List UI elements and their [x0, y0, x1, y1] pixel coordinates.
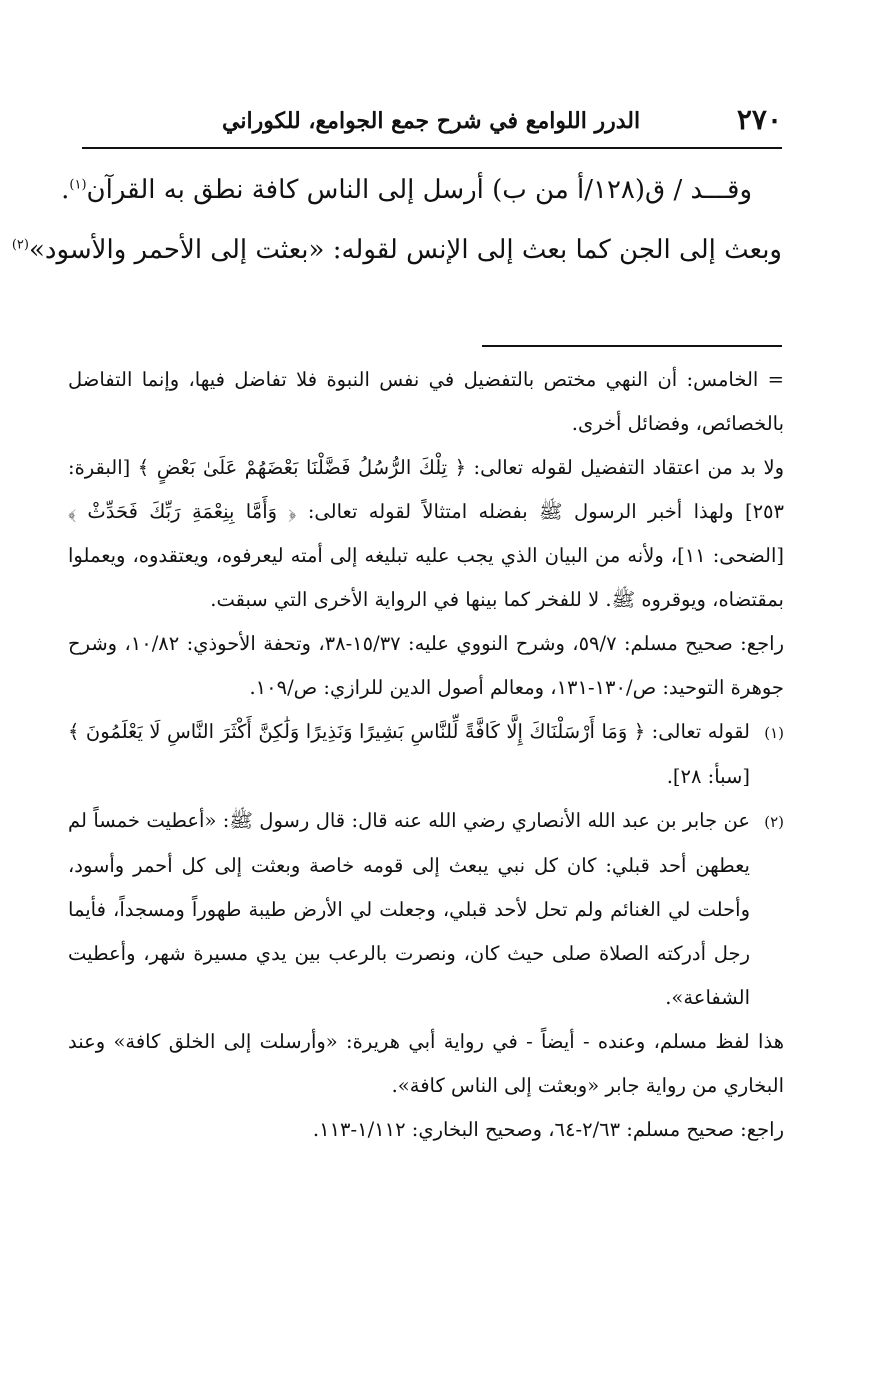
main-line-2-text: وبعث إلى الجن كما بعث إلى الإنس لقوله: «بعثت إلى الأحمر والأسود» [28, 235, 782, 265]
footnote-separator [482, 345, 782, 347]
footnote-continuation-1: = الخامس: أن النهي مختص بالتفضيل في نفس النبوة فلا تفاضل فيها، وإنما التفاضل بالخصائص، وفضائل أخرى. [68, 368, 784, 435]
main-line-1-end: . [61, 175, 70, 205]
footnote-1-mark: (١) [764, 724, 784, 742]
footnote-2-source: هذا لفظ مسلم، وعنده - أيضاً - في رواية أبي هريرة: «وأرسلت إلى الخلق كافة» وعند البخاري من رواية جابر «وبعثت إلى الناس كافة». [68, 1030, 784, 1097]
main-text [11, 160, 782, 280]
footnote-2-text: عن جابر بن عبد الله الأنصاري رضي الله عنه قال: قال رسول ﷺ: «أعطيت خمساً لم يعطهن أحد قبلي: كان كل نبي يبعث إلى قومه خاصة وبعثت إلى كل أحمر وأسود، وأحلت لي الغنائم ولم تحل لأحد قبلي، وجعلت لي الأرض طيبة طهوراً ومسجداً، فأيما رجل أدركته الصلاة صلى حيث كان، ونصرت بالرعب بين يدي مسيرة شهر، وأعطيت الشفاعة». [68, 809, 750, 1009]
main-line-2 [11, 220, 782, 280]
footnote-continuation-2: ولا بد من اعتقاد التفضيل لقوله تعالى: ﴿ تِلْكَ الرُّسُلُ فَضَّلْنَا بَعْضَهُمْ عَلَىٰ بَعْضٍ ﴾ [البقرة: ٢٥٣] ولهذا أخبر الرسول ﷺ بفضله امتثالاً لقوله تعالى: ﴿ وَأَمَّا بِنِعْمَةِ رَبِّكَ فَحَدِّثْ ﴾ [الضحى: ١١]، ولأنه من البيان الذي يجب عليه تبليغه إلى أمته ليعرفوه، ويعتقدوه، ويعملوا بمقتضاه، ويوقروه ﷺ. لا للفخر كما بينها في الرواية الأخرى التي سبقت. [68, 456, 784, 611]
page-number: ٢٧٠ [736, 103, 782, 136]
footnote-2-refs: راجع: صحيح مسلم: ٢/٦٣-٦٤، وصحيح البخاري: ١/١١٢-١١٣. [312, 1118, 784, 1141]
footnote-continuation-3: راجع: صحيح مسلم: ٥٩/٧، وشرح النووي عليه: ١٥/٣٧-٣٨، وتحفة الأحوذي: ١٠/٨٢، وشرح جوهرة التوحيد: ص/١٣٠-١٣١، ومعالم أصول الدين للرازي: ص/١٠٩. [68, 632, 784, 699]
main-line-1 [61, 160, 782, 220]
page-header [82, 100, 782, 144]
footnote-2 [68, 799, 784, 1020]
header-rule [82, 147, 782, 149]
footnote-2-mark: (٢) [764, 813, 784, 831]
main-line-1-text: وقـــد / ق(١٢٨/أ من ب) أرسل إلى الناس كافة نطق به القرآن [86, 175, 752, 205]
footnotes [68, 358, 784, 1152]
footnote-1 [68, 710, 784, 799]
footnote-1-text: لقوله تعالى: ﴿ وَمَا أَرْسَلْنَاكَ إِلَّا كَافَّةً لِّلنَّاسِ بَشِيرًا وَنَذِيرًا وَلَٰكِنَّ أَكْثَرَ النَّاسِ لَا يَعْلَمُونَ ﴾ [سبأ: ٢٨]. [68, 720, 750, 788]
footnote-ref-1: (١) [69, 177, 87, 193]
footnote-ref-2: (٢) [11, 237, 29, 253]
running-title: الدرر اللوامع في شرح جمع الجوامع، للكوراني [222, 108, 641, 134]
